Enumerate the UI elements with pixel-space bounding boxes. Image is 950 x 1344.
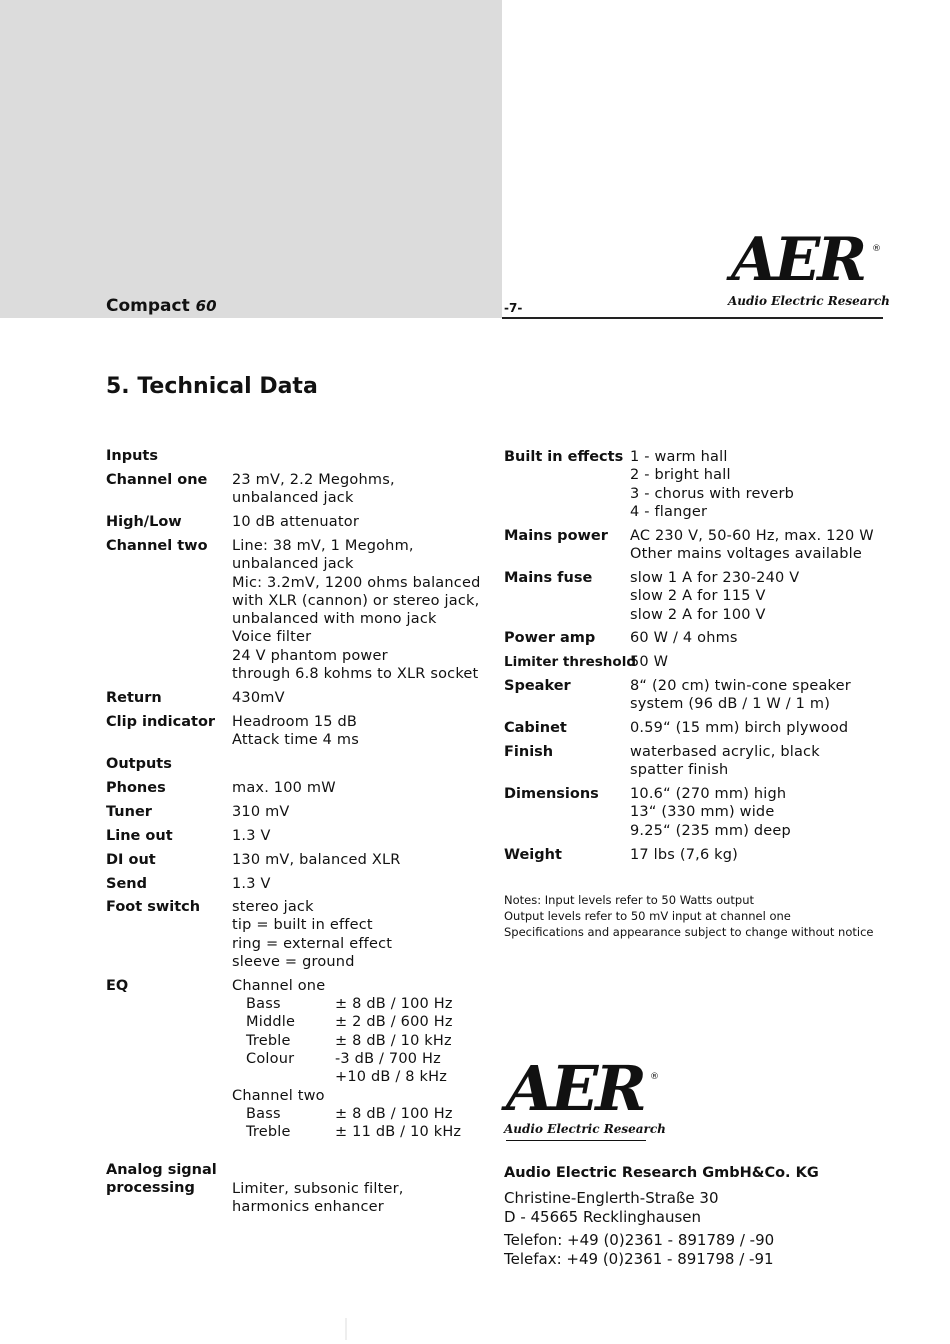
mains-fuse-value: slow 1 A for 230-240 V slow 2 A for 115 V slow 2 A for 100 V [630, 570, 800, 623]
clip-indicator-value: Headroom 15 dB Attack time 4 ms [232, 714, 359, 749]
high-low-value: 10 dB attenuator [232, 514, 359, 530]
speaker-label: Speaker [504, 678, 571, 694]
di-out-label: DI out [106, 852, 156, 868]
channel-one-label: Channel one [106, 472, 208, 488]
aer-logo-top [728, 225, 890, 308]
finish-label: Finish [504, 744, 554, 760]
section-title: 5. Technical Data [106, 374, 318, 399]
analog-processing-label: Analog signal processing [106, 1162, 217, 1196]
aer-logo-bottom [504, 1052, 666, 1136]
return-value: 430mV [232, 690, 285, 706]
built-in-effects-value: 1 - warm hall 2 - bright hall 3 - chorus with reverb 4 - flanger [630, 449, 795, 520]
dimensions-value: 10.6“ (270 mm) high 13“ (330 mm) wide 9.25“ (235 mm) deep [630, 786, 791, 839]
cabinet-value: 0.59“ (15 mm) birch plywood [630, 720, 849, 736]
eq-channel-one-bands: Bass Middle Treble Colour [246, 996, 296, 1067]
tuner-label: Tuner [106, 804, 152, 820]
document-title [106, 296, 217, 316]
inputs-heading: Inputs [106, 448, 158, 464]
line-out-label: Line out [106, 828, 173, 844]
weight-label: Weight [504, 847, 562, 863]
mains-power-value: AC 230 V, 50-60 Hz, max. 120 W Other mains voltages available [630, 528, 874, 563]
eq-channel-one-heading: Channel one [232, 978, 326, 994]
send-value: 1.3 V [232, 876, 271, 892]
notes: Notes: Input levels refer to 50 Watts output Output levels refer to 50 mV input at channel one Specifications and appearance subject to change without notice [504, 893, 874, 939]
phones-value: max. 100 mW [232, 780, 336, 796]
foot-switch-value: stereo jack tip = built in effect ring = external effect sleeve = ground [232, 899, 393, 970]
return-label: Return [106, 690, 162, 706]
power-amp-label: Power amp [504, 630, 596, 646]
phones-label: Phones [106, 780, 166, 796]
power-amp-value: 60 W / 4 ohms [630, 630, 738, 646]
clip-indicator-label: Clip indicator [106, 714, 216, 730]
mains-fuse-label: Mains fuse [504, 570, 593, 586]
foot-switch-label: Foot switch [106, 899, 201, 915]
eq-label: EQ [106, 978, 129, 994]
limiter-threshold-value: 50 W [630, 654, 669, 670]
eq-channel-one-values: ± 8 dB / 100 Hz ± 2 dB / 600 Hz ± 8 dB / 10 kHz -3 dB / 700 Hz +10 dB / 8 kHz [335, 996, 453, 1086]
logo-underline [506, 1140, 646, 1141]
header-rule [502, 317, 883, 319]
registered-mark: ® [650, 1072, 659, 1082]
send-label: Send [106, 876, 147, 892]
eq-channel-two-values: ± 8 dB / 100 Hz ± 11 dB / 10 kHz [335, 1106, 462, 1141]
outputs-heading: Outputs [106, 756, 172, 772]
high-low-label: High/Low [106, 514, 182, 530]
logo-letters: AER [731, 225, 865, 295]
dimensions-label: Dimensions [504, 786, 599, 802]
line-out-value: 1.3 V [232, 828, 271, 844]
channel-two-value: Line: 38 mV, 1 Megohm, unbalanced jack Mic: 3.2mV, 1200 ohms balanced with XLR (cannon) or stereo jack, unbalanced with mono jack Voice filter 24 V phantom power through 6.8 kohms to XLR socket [232, 538, 481, 683]
analog-processing-value: Limiter, subsonic filter, harmonics enhancer [232, 1181, 404, 1216]
channel-one-value: 23 mV, 2.2 Megohms, unbalanced jack [232, 472, 395, 507]
logo-subtitle: Audio Electric Research [504, 1122, 666, 1136]
company-phone: Telefon: +49 (0)2361 - 891789 / -90 Telefax: +49 (0)2361 - 891798 / -91 [504, 1231, 775, 1268]
company-name: Audio Electric Research GmbH&Co. KG [504, 1165, 819, 1181]
registered-mark: ® [872, 244, 881, 254]
built-in-effects-label: Built in effects [504, 449, 624, 465]
cabinet-label: Cabinet [504, 720, 567, 736]
tuner-value: 310 mV [232, 804, 290, 820]
title-text: Compact [106, 296, 190, 316]
header-grey-block [0, 0, 502, 318]
company-address: Christine-Englerth-Straße 30 D - 45665 Recklinghausen [504, 1189, 719, 1226]
weight-value: 17 lbs (7,6 kg) [630, 847, 739, 863]
mains-power-label: Mains power [504, 528, 608, 544]
model-number: 60 [195, 297, 217, 315]
finish-value: waterbased acrylic, black spatter finish [630, 744, 820, 779]
eq-channel-two-heading: Channel two [232, 1088, 325, 1104]
di-out-value: 130 mV, balanced XLR [232, 852, 401, 868]
logo-subtitle: Audio Electric Research [728, 294, 890, 308]
eq-channel-two-bands: Bass Treble [246, 1106, 291, 1141]
page-number: -7- [504, 301, 523, 315]
page-mark [345, 1318, 347, 1340]
speaker-value: 8“ (20 cm) twin-cone speaker system (96 dB / 1 W / 1 m) [630, 678, 851, 713]
channel-two-label: Channel two [106, 538, 208, 554]
limiter-threshold-label: Limiter threshold [504, 654, 636, 670]
logo-letters: AER [506, 1052, 644, 1125]
